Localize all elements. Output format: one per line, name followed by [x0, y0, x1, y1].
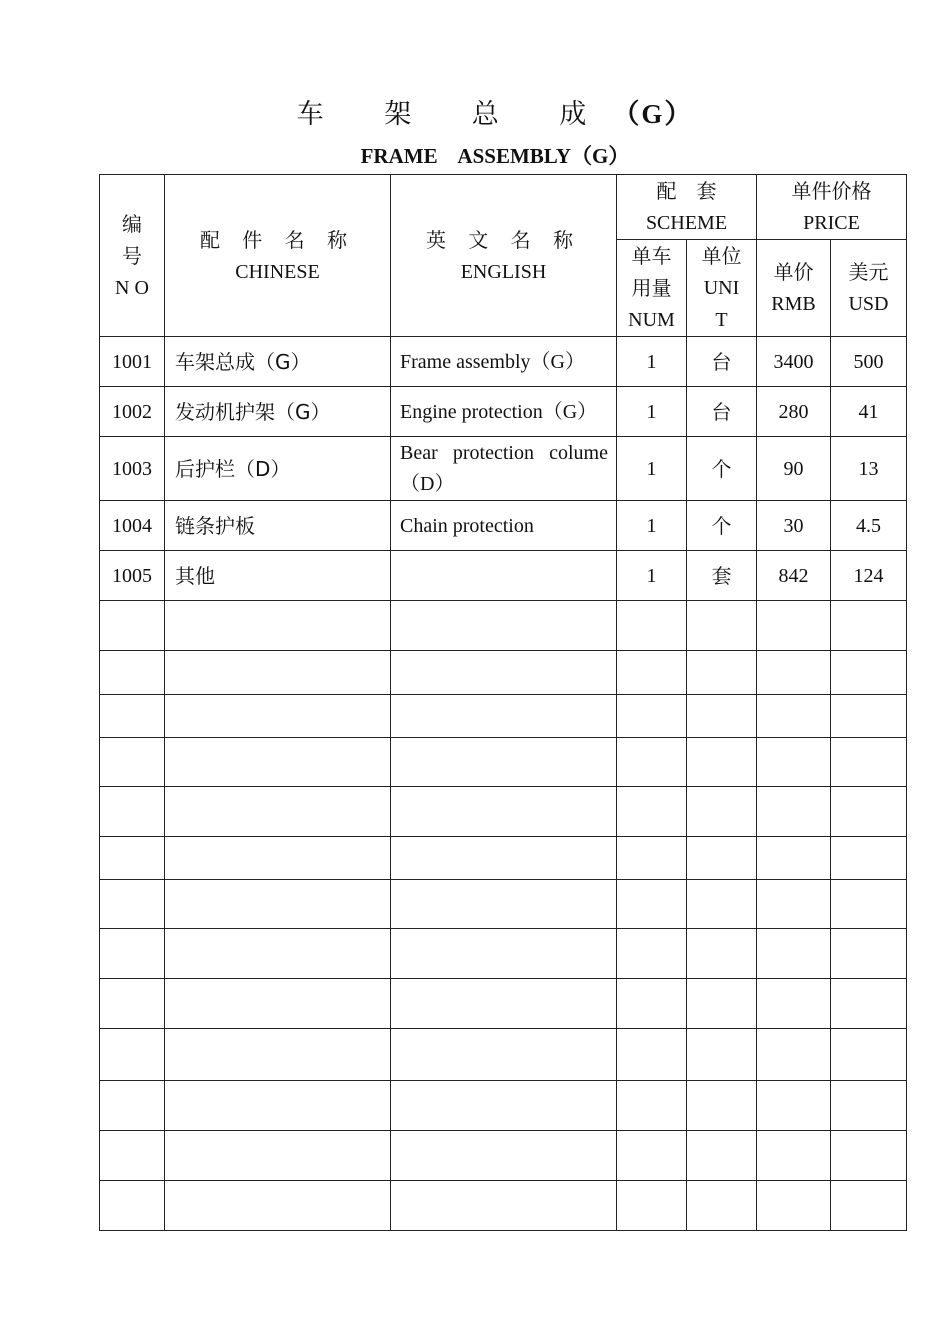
- cell-unit: 台: [687, 337, 757, 387]
- page-subtitle: FRAME ASSEMBLY（G）: [360, 144, 630, 168]
- cell-num: 1: [617, 501, 687, 551]
- empty-row: [100, 837, 907, 880]
- title-suffix: （G）: [612, 99, 694, 129]
- header-unit-cn: 单位: [701, 244, 742, 268]
- header-usd-cn: 美元: [848, 260, 889, 284]
- cell-num: 1: [617, 337, 687, 387]
- cell-usd: 124: [831, 551, 907, 601]
- cell-usd: 4.5: [831, 501, 907, 551]
- cell-english: Engine protection（G）: [391, 387, 617, 437]
- header-rmb-cn: 单价: [773, 260, 814, 284]
- cell-rmb: 842: [757, 551, 831, 601]
- header-rmb-en: RMB: [771, 293, 816, 315]
- table-row: [100, 337, 907, 387]
- header-chinese-en: CHINESE: [235, 260, 320, 283]
- parts-table: [99, 174, 907, 1231]
- empty-row: [100, 601, 907, 651]
- cell-rmb: 30: [757, 501, 831, 551]
- cell-unit: 个: [687, 501, 757, 551]
- header-chinese: [165, 175, 391, 337]
- header-chinese-cn: 配 件 名 称: [199, 227, 356, 252]
- header-price-en: PRICE: [803, 212, 860, 234]
- header-unit: [687, 240, 757, 337]
- header-num-en: NUM: [628, 309, 675, 331]
- header-usd: [831, 240, 907, 337]
- cell-usd: 41: [831, 387, 907, 437]
- cell-num: 1: [617, 551, 687, 601]
- header-usd-en: USD: [848, 293, 889, 315]
- empty-row: [100, 979, 907, 1029]
- empty-row: [100, 787, 907, 837]
- table-row: [100, 387, 907, 437]
- header-no-en: N O: [115, 276, 149, 299]
- cell-no: 1005: [100, 551, 165, 601]
- header-unit-en: UNIT: [703, 277, 740, 331]
- table-row: [100, 437, 907, 501]
- header-scheme-en: SCHEME: [645, 212, 728, 234]
- header-num: [617, 240, 687, 337]
- cell-unit: 套: [687, 551, 757, 601]
- empty-row: [100, 1081, 907, 1131]
- cell-rmb: 90: [757, 437, 831, 501]
- header-english: [391, 175, 617, 337]
- header-no-cn: 编号: [122, 211, 142, 268]
- header-price-cn: 单件价格: [791, 179, 872, 203]
- cell-rmb: 3400: [757, 337, 831, 387]
- empty-row: [100, 1029, 907, 1081]
- header-row-top: [100, 175, 907, 240]
- cell-rmb: 280: [757, 387, 831, 437]
- header-price: [757, 175, 907, 240]
- empty-row: [100, 1131, 907, 1181]
- cell-num: 1: [617, 387, 687, 437]
- cell-no: 1004: [100, 501, 165, 551]
- cell-unit: 台: [687, 387, 757, 437]
- table-row: [100, 551, 907, 601]
- table-row: [100, 501, 907, 551]
- cell-unit: 个: [687, 437, 757, 501]
- header-scheme: [617, 175, 757, 240]
- cell-no: 1001: [100, 337, 165, 387]
- empty-row: [100, 1181, 907, 1231]
- cell-no: 1003: [100, 437, 165, 501]
- header-english-en: ENGLISH: [460, 260, 547, 283]
- page-title: [0, 92, 950, 131]
- cell-usd: 500: [831, 337, 907, 387]
- title-chinese: 车 架 总 成: [296, 99, 613, 130]
- header-rmb: [757, 240, 831, 337]
- cell-english-text: Bear protection colume（D）: [400, 441, 608, 495]
- cell-english: Chain protection: [391, 501, 617, 551]
- cell-english: [391, 437, 617, 501]
- cell-chinese: 其他: [165, 551, 391, 601]
- empty-row: [100, 695, 907, 738]
- cell-chinese: 链条护板: [165, 501, 391, 551]
- empty-row: [100, 929, 907, 979]
- empty-row: [100, 651, 907, 695]
- cell-english: [391, 551, 617, 601]
- cell-usd: 13: [831, 437, 907, 501]
- header-num-cn: 单车用量: [631, 244, 672, 300]
- cell-chinese: 车架总成（G）: [165, 337, 391, 387]
- header-no: [100, 175, 165, 337]
- header-english-cn: 英 文 名 称: [425, 227, 582, 252]
- header-scheme-cn: 配 套: [656, 179, 717, 203]
- cell-chinese: 发动机护架（G）: [165, 387, 391, 437]
- cell-num: 1: [617, 437, 687, 501]
- empty-row: [100, 738, 907, 787]
- cell-chinese: 后护栏（D）: [165, 437, 391, 501]
- cell-english: Frame assembly（G）: [391, 337, 617, 387]
- cell-no: 1002: [100, 387, 165, 437]
- empty-row: [100, 880, 907, 929]
